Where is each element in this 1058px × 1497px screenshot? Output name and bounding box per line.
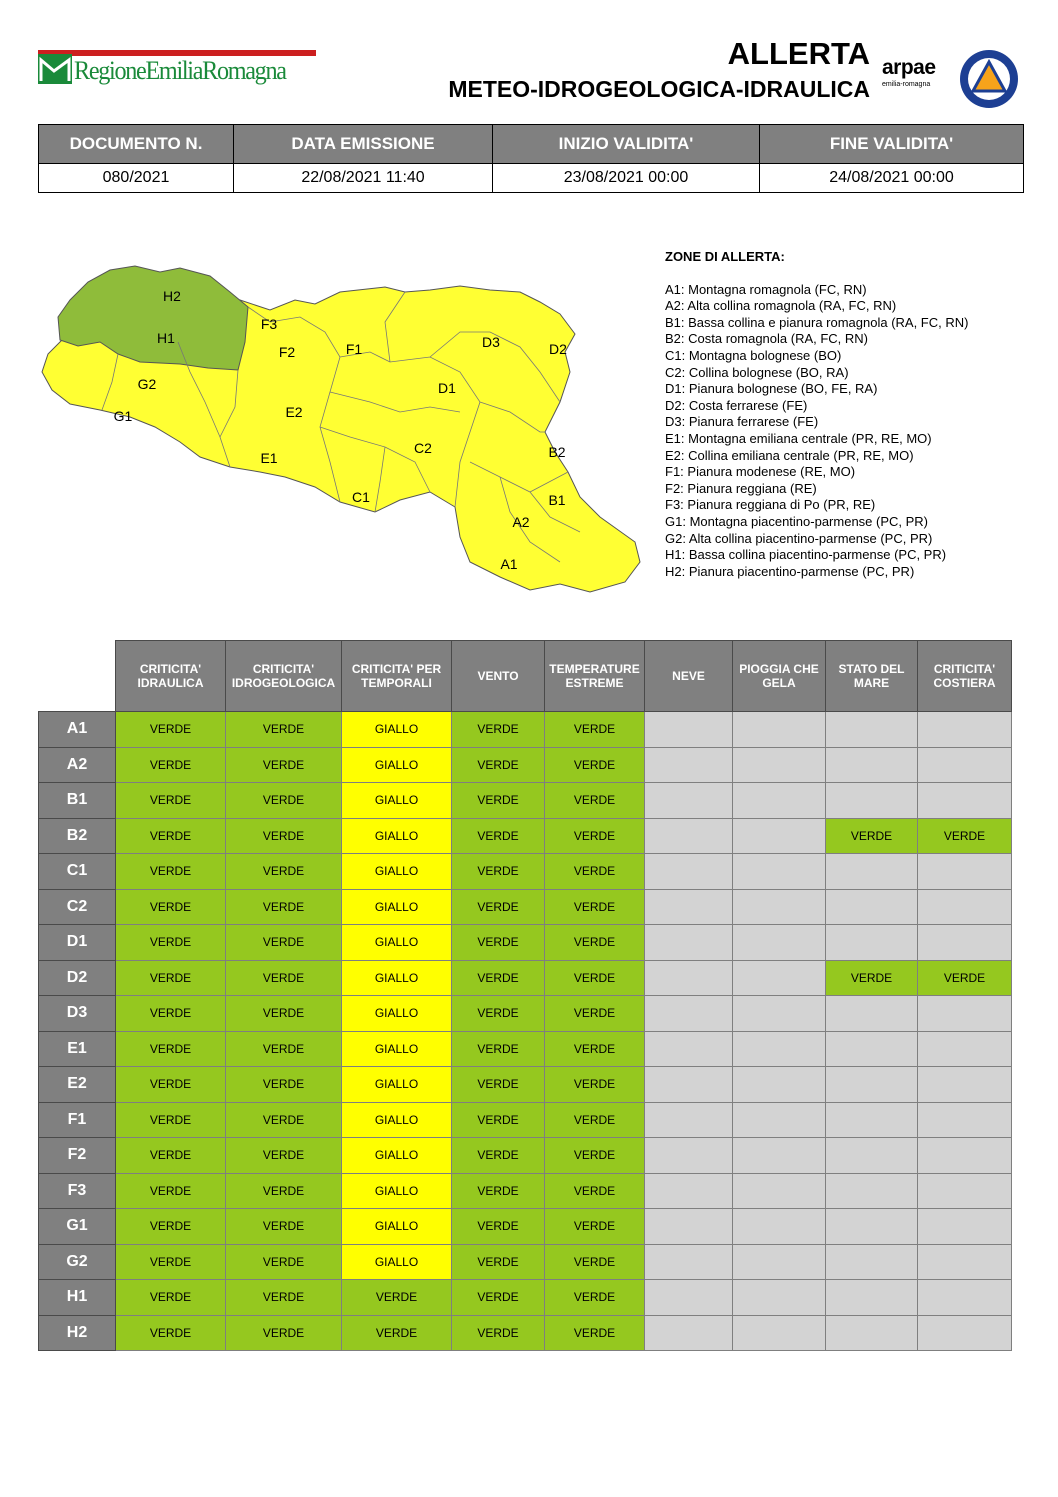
arpae-logo-text: arpae — [882, 56, 936, 79]
emission-date-header: DATA EMISSIONE — [234, 125, 493, 164]
alert-cell-giallo: GIALLO — [342, 818, 452, 854]
alert-cell-verde: VERDE — [545, 996, 645, 1032]
map-label-b2: B2 — [548, 444, 566, 460]
map-label-c2: C2 — [414, 440, 432, 456]
alert-cell-giallo: GIALLO — [342, 996, 452, 1032]
map-label-a1: A1 — [500, 556, 518, 572]
alert-cell-verde: VERDE — [116, 1244, 226, 1280]
alert-cell-verde: VERDE — [545, 818, 645, 854]
column-header: CRITICITA' IDRAULICA — [116, 641, 226, 712]
map-label-g2: G2 — [137, 376, 157, 392]
alert-cell-empty — [733, 783, 826, 819]
table-row — [39, 889, 1012, 925]
zone-label: E2 — [39, 1067, 116, 1103]
alert-cell-empty — [645, 889, 733, 925]
alert-cell-empty — [918, 1102, 1012, 1138]
alert-cell-verde: VERDE — [226, 712, 342, 748]
alert-cell-empty — [645, 1031, 733, 1067]
map-label-f3: F3 — [260, 316, 278, 332]
alert-cell-verde: VERDE — [918, 818, 1012, 854]
zone-label: A2 — [39, 747, 116, 783]
zone-legend-item: C2: Collina bolognese (BO, RA) — [665, 364, 849, 380]
alert-cell-empty — [918, 1031, 1012, 1067]
alert-table-header-row — [39, 641, 1012, 712]
zone-legend-item: F2: Pianura reggiana (RE) — [665, 480, 817, 496]
alert-cell-empty — [645, 1138, 733, 1174]
alert-cell-verde: VERDE — [452, 1280, 545, 1316]
alert-cell-empty — [918, 854, 1012, 890]
map-label-h2: H2 — [163, 288, 181, 304]
map-label-d3: D3 — [482, 334, 500, 350]
table-row — [39, 783, 1012, 819]
document-number-header: DOCUMENTO N. — [39, 125, 234, 164]
alert-cell-empty — [645, 712, 733, 748]
alert-cell-verde: VERDE — [545, 854, 645, 890]
column-header: VENTO — [452, 641, 545, 712]
column-header: STATO DEL MARE — [826, 641, 918, 712]
alert-cell-verde: VERDE — [116, 1280, 226, 1316]
alert-cell-empty — [918, 996, 1012, 1032]
alert-cell-verde: VERDE — [116, 1315, 226, 1351]
alert-cell-verde: VERDE — [116, 960, 226, 996]
table-row — [39, 1031, 1012, 1067]
alert-cell-verde: VERDE — [545, 1031, 645, 1067]
alert-cell-verde: VERDE — [226, 854, 342, 890]
alert-cell-empty — [645, 747, 733, 783]
regione-emilia-romagna-logo — [38, 50, 318, 92]
alert-cell-empty — [918, 1173, 1012, 1209]
zone-label: A1 — [39, 712, 116, 748]
alert-cell-empty — [733, 1102, 826, 1138]
logo-text: RegioneEmiliaRomagna — [74, 56, 286, 85]
alert-cell-verde: VERDE — [545, 1209, 645, 1245]
alert-cell-giallo: GIALLO — [342, 747, 452, 783]
alert-cell-giallo: GIALLO — [342, 925, 452, 961]
alert-cell-empty — [645, 1067, 733, 1103]
zone-label: G1 — [39, 1209, 116, 1245]
alert-cell-empty — [733, 1280, 826, 1316]
zone-label: E1 — [39, 1031, 116, 1067]
zone-label: D1 — [39, 925, 116, 961]
alert-cell-empty — [918, 1067, 1012, 1103]
zone-label: F2 — [39, 1138, 116, 1174]
alert-cell-verde: VERDE — [452, 1067, 545, 1103]
alert-cell-verde: VERDE — [452, 747, 545, 783]
alert-zones-map — [40, 262, 650, 602]
alert-cell-verde: VERDE — [452, 1031, 545, 1067]
alert-cell-verde: VERDE — [226, 1280, 342, 1316]
alert-cell-verde: VERDE — [226, 1067, 342, 1103]
alert-cell-verde: VERDE — [116, 747, 226, 783]
alert-cell-verde: VERDE — [545, 889, 645, 925]
alert-cell-giallo: GIALLO — [342, 889, 452, 925]
alert-cell-verde: VERDE — [116, 996, 226, 1032]
alert-cell-empty — [918, 1315, 1012, 1351]
alert-cell-verde: VERDE — [826, 818, 918, 854]
alert-cell-verde: VERDE — [226, 996, 342, 1032]
alert-cell-verde: VERDE — [226, 1315, 342, 1351]
alert-cell-verde: VERDE — [545, 1138, 645, 1174]
alert-cell-empty — [645, 818, 733, 854]
alert-cell-empty — [645, 1102, 733, 1138]
alert-cell-empty — [826, 854, 918, 890]
zone-legend — [665, 249, 968, 580]
zone-label: F3 — [39, 1173, 116, 1209]
alert-cell-verde: VERDE — [116, 712, 226, 748]
alert-cell-verde: VERDE — [116, 925, 226, 961]
zone-legend-item: F1: Pianura modenese (RE, MO) — [665, 464, 856, 480]
alert-cell-verde: VERDE — [226, 889, 342, 925]
table-row — [39, 1280, 1012, 1316]
alert-cell-verde: VERDE — [545, 1067, 645, 1103]
alert-cell-empty — [645, 925, 733, 961]
map-label-f1: F1 — [345, 341, 363, 357]
page-title: ALLERTA — [727, 36, 870, 71]
emission-date-value: 22/08/2021 11:40 — [234, 164, 493, 193]
alert-cell-empty — [826, 783, 918, 819]
map-label-e1: E1 — [260, 450, 278, 466]
zone-legend-item: C1: Montagna bolognese (BO) — [665, 347, 842, 363]
logo-green-mark-icon — [38, 54, 72, 84]
alert-cell-verde: VERDE — [226, 1209, 342, 1245]
validity-end-value: 24/08/2021 00:00 — [760, 164, 1024, 193]
alert-cell-verde: VERDE — [545, 1102, 645, 1138]
alert-cell-empty — [826, 925, 918, 961]
alert-cell-verde: VERDE — [452, 818, 545, 854]
table-row — [39, 1102, 1012, 1138]
alert-cell-empty — [826, 1031, 918, 1067]
alert-cell-empty — [733, 1031, 826, 1067]
alert-cell-empty — [733, 1315, 826, 1351]
alert-cell-verde: VERDE — [918, 960, 1012, 996]
table-row — [39, 1173, 1012, 1209]
alert-cell-verde: VERDE — [452, 1138, 545, 1174]
zone-legend-item: G1: Montagna piacentino-parmense (PC, PR) — [665, 513, 929, 529]
alert-cell-verde: VERDE — [226, 783, 342, 819]
alert-cell-verde: VERDE — [452, 960, 545, 996]
alert-cell-verde: VERDE — [545, 712, 645, 748]
map-label-h1: H1 — [157, 330, 175, 346]
column-header: TEMPERATURE ESTREME — [545, 641, 645, 712]
zone-legend-item: D1: Pianura bolognese (BO, FE, RA) — [665, 381, 878, 397]
zone-legend-item: H2: Pianura piacentino-parmense (PC, PR) — [665, 563, 915, 579]
alert-cell-verde: VERDE — [452, 996, 545, 1032]
alert-cell-empty — [733, 1244, 826, 1280]
alert-cell-verde: VERDE — [545, 1244, 645, 1280]
validity-start-value: 23/08/2021 00:00 — [493, 164, 760, 193]
alert-cell-empty — [826, 1244, 918, 1280]
alert-cell-empty — [733, 960, 826, 996]
arpae-logo-subtext: emilia-romagna — [882, 81, 931, 88]
arpae-logo — [882, 58, 952, 89]
zone-legend-item: B2: Costa romagnola (RA, FC, RN) — [665, 331, 869, 347]
map-label-c1: C1 — [352, 489, 370, 505]
alert-cell-giallo: GIALLO — [342, 712, 452, 748]
alert-cell-verde: VERDE — [545, 925, 645, 961]
map-label-f2: F2 — [278, 344, 296, 360]
alert-cell-giallo: GIALLO — [342, 854, 452, 890]
zone-legend-item: F3: Pianura reggiana di Po (PR, RE) — [665, 497, 876, 513]
alert-cell-verde: VERDE — [116, 1138, 226, 1174]
alert-cell-empty — [733, 1209, 826, 1245]
alert-cell-empty — [918, 747, 1012, 783]
alert-cell-empty — [645, 1280, 733, 1316]
alert-cell-giallo: GIALLO — [342, 783, 452, 819]
table-row — [39, 1209, 1012, 1245]
alert-cell-verde: VERDE — [342, 1280, 452, 1316]
alert-cell-verde: VERDE — [545, 747, 645, 783]
map-label-d2: D2 — [549, 341, 567, 357]
table-row — [39, 1315, 1012, 1351]
alert-cell-verde: VERDE — [342, 1315, 452, 1351]
zone-legend-item: B1: Bassa collina e pianura romagnola (RA, FC, RN) — [665, 314, 969, 330]
page-subtitle: METEO-IDROGEOLOGICA-IDRAULICA — [448, 76, 870, 102]
alert-cell-verde: VERDE — [226, 1102, 342, 1138]
document-info-value-row — [39, 164, 1024, 193]
alert-cell-verde: VERDE — [226, 747, 342, 783]
zone-label: B1 — [39, 783, 116, 819]
alert-cell-empty — [826, 1209, 918, 1245]
alert-cell-verde: VERDE — [226, 818, 342, 854]
zone-legend-title: ZONE DI ALLERTA: — [665, 249, 785, 264]
alert-cell-giallo: GIALLO — [342, 1138, 452, 1174]
alert-cell-verde: VERDE — [226, 1138, 342, 1174]
table-corner — [39, 641, 116, 712]
alert-cell-empty — [826, 1138, 918, 1174]
alert-cell-empty — [733, 925, 826, 961]
alert-cell-verde: VERDE — [545, 1173, 645, 1209]
alert-cell-verde: VERDE — [452, 1209, 545, 1245]
alert-cell-verde: VERDE — [226, 960, 342, 996]
zone-legend-item: D2: Costa ferrarese (FE) — [665, 397, 808, 413]
alert-level-table — [38, 640, 1012, 1351]
alert-cell-empty — [733, 996, 826, 1032]
zone-label: B2 — [39, 818, 116, 854]
column-header: CRITICITA' PER TEMPORALI — [342, 641, 452, 712]
zone-label: D3 — [39, 996, 116, 1032]
alert-cell-empty — [733, 747, 826, 783]
alert-cell-empty — [733, 1173, 826, 1209]
map-label-e2: E2 — [285, 404, 303, 420]
alert-cell-verde: VERDE — [452, 1102, 545, 1138]
alert-cell-giallo: GIALLO — [342, 1173, 452, 1209]
alert-cell-empty — [826, 1173, 918, 1209]
document-info-header-row — [39, 125, 1024, 164]
alert-cell-verde: VERDE — [452, 1244, 545, 1280]
alert-cell-empty — [645, 783, 733, 819]
alert-cell-giallo: GIALLO — [342, 1244, 452, 1280]
alert-cell-verde: VERDE — [116, 889, 226, 925]
zone-legend-item: G2: Alta collina piacentino-parmense (PC, PR) — [665, 530, 933, 546]
zone-label: H1 — [39, 1280, 116, 1316]
alert-cell-verde: VERDE — [452, 1315, 545, 1351]
alert-cell-giallo: GIALLO — [342, 1031, 452, 1067]
zone-legend-item: E2: Collina emiliana centrale (PR, RE, MO) — [665, 447, 914, 463]
alert-cell-verde: VERDE — [452, 854, 545, 890]
alert-cell-verde: VERDE — [452, 1173, 545, 1209]
map-label-b1: B1 — [548, 492, 566, 508]
table-row — [39, 1138, 1012, 1174]
alert-cell-verde: VERDE — [116, 1031, 226, 1067]
alert-cell-verde: VERDE — [116, 1173, 226, 1209]
alert-cell-giallo: GIALLO — [342, 960, 452, 996]
table-row — [39, 712, 1012, 748]
alert-cell-empty — [918, 783, 1012, 819]
map-label-d1: D1 — [438, 380, 456, 396]
zone-label: C1 — [39, 854, 116, 890]
alert-cell-verde: VERDE — [116, 783, 226, 819]
table-row — [39, 818, 1012, 854]
alert-cell-verde: VERDE — [545, 960, 645, 996]
alert-cell-empty — [826, 996, 918, 1032]
alert-cell-verde: VERDE — [116, 1067, 226, 1103]
alert-cell-verde: VERDE — [226, 1031, 342, 1067]
alert-cell-verde: VERDE — [116, 854, 226, 890]
table-row — [39, 854, 1012, 890]
alert-cell-verde: VERDE — [116, 1102, 226, 1138]
validity-start-header: INIZIO VALIDITA' — [493, 125, 760, 164]
alert-cell-empty — [826, 1280, 918, 1316]
alert-cell-empty — [733, 1138, 826, 1174]
alert-cell-empty — [826, 712, 918, 748]
zone-label: F1 — [39, 1102, 116, 1138]
alert-cell-verde: VERDE — [545, 783, 645, 819]
alert-cell-empty — [733, 889, 826, 925]
alert-cell-verde: VERDE — [226, 925, 342, 961]
alert-cell-empty — [918, 925, 1012, 961]
zone-label: H2 — [39, 1315, 116, 1351]
table-row — [39, 996, 1012, 1032]
alert-cell-empty — [918, 1244, 1012, 1280]
alert-cell-empty — [826, 1067, 918, 1103]
column-header: PIOGGIA CHE GELA — [733, 641, 826, 712]
alert-cell-verde: VERDE — [545, 1280, 645, 1316]
column-header: CRITICITA' COSTIERA — [918, 641, 1012, 712]
zone-label: C2 — [39, 889, 116, 925]
alert-cell-empty — [733, 818, 826, 854]
alert-cell-empty — [918, 712, 1012, 748]
alert-cell-empty — [733, 854, 826, 890]
alert-cell-giallo: GIALLO — [342, 1102, 452, 1138]
zone-legend-item: A1: Montagna romagnola (FC, RN) — [665, 281, 867, 297]
document-info-table — [38, 124, 1024, 193]
zone-legend-item: H1: Bassa collina piacentino-parmense (PC, PR) — [665, 547, 947, 563]
column-header: NEVE — [645, 641, 733, 712]
alert-cell-empty — [645, 1315, 733, 1351]
alert-cell-verde: VERDE — [116, 1209, 226, 1245]
protezione-civile-logo-icon — [958, 48, 1020, 110]
alert-cell-empty — [645, 996, 733, 1032]
alert-cell-empty — [918, 1138, 1012, 1174]
alert-cell-empty — [645, 1244, 733, 1280]
map-label-a2: A2 — [512, 514, 530, 530]
alert-cell-verde: VERDE — [226, 1173, 342, 1209]
alert-cell-giallo: GIALLO — [342, 1067, 452, 1103]
table-row — [39, 960, 1012, 996]
table-row — [39, 1244, 1012, 1280]
zone-label: D2 — [39, 960, 116, 996]
alert-cell-giallo: GIALLO — [342, 1209, 452, 1245]
alert-cell-empty — [826, 747, 918, 783]
alert-cell-empty — [918, 889, 1012, 925]
zone-legend-item: E1: Montagna emiliana centrale (PR, RE, MO) — [665, 430, 932, 446]
alert-cell-empty — [645, 1173, 733, 1209]
alert-cell-verde: VERDE — [452, 712, 545, 748]
table-row — [39, 925, 1012, 961]
alert-cell-empty — [918, 1280, 1012, 1316]
alert-cell-empty — [645, 854, 733, 890]
column-header: CRITICITA' IDROGEOLOGICA — [226, 641, 342, 712]
alert-cell-verde: VERDE — [826, 960, 918, 996]
alert-cell-empty — [733, 1067, 826, 1103]
validity-end-header: FINE VALIDITA' — [760, 125, 1024, 164]
alert-cell-empty — [826, 889, 918, 925]
alert-cell-verde: VERDE — [116, 818, 226, 854]
document-number-value: 080/2021 — [39, 164, 234, 193]
alert-cell-empty — [645, 960, 733, 996]
zone-legend-item: A2: Alta collina romagnola (RA, FC, RN) — [665, 298, 897, 314]
table-row — [39, 747, 1012, 783]
alert-cell-verde: VERDE — [545, 1315, 645, 1351]
alert-cell-verde: VERDE — [452, 925, 545, 961]
alert-cell-verde: VERDE — [452, 889, 545, 925]
alert-cell-empty — [733, 712, 826, 748]
alert-cell-empty — [826, 1102, 918, 1138]
zone-label: G2 — [39, 1244, 116, 1280]
alert-cell-verde: VERDE — [226, 1244, 342, 1280]
alert-cell-empty — [918, 1209, 1012, 1245]
alert-cell-empty — [826, 1315, 918, 1351]
alert-cell-empty — [645, 1209, 733, 1245]
alert-cell-verde: VERDE — [452, 783, 545, 819]
map-label-g1: G1 — [113, 408, 133, 424]
zone-legend-item: D3: Pianura ferrarese (FE) — [665, 414, 819, 430]
table-row — [39, 1067, 1012, 1103]
